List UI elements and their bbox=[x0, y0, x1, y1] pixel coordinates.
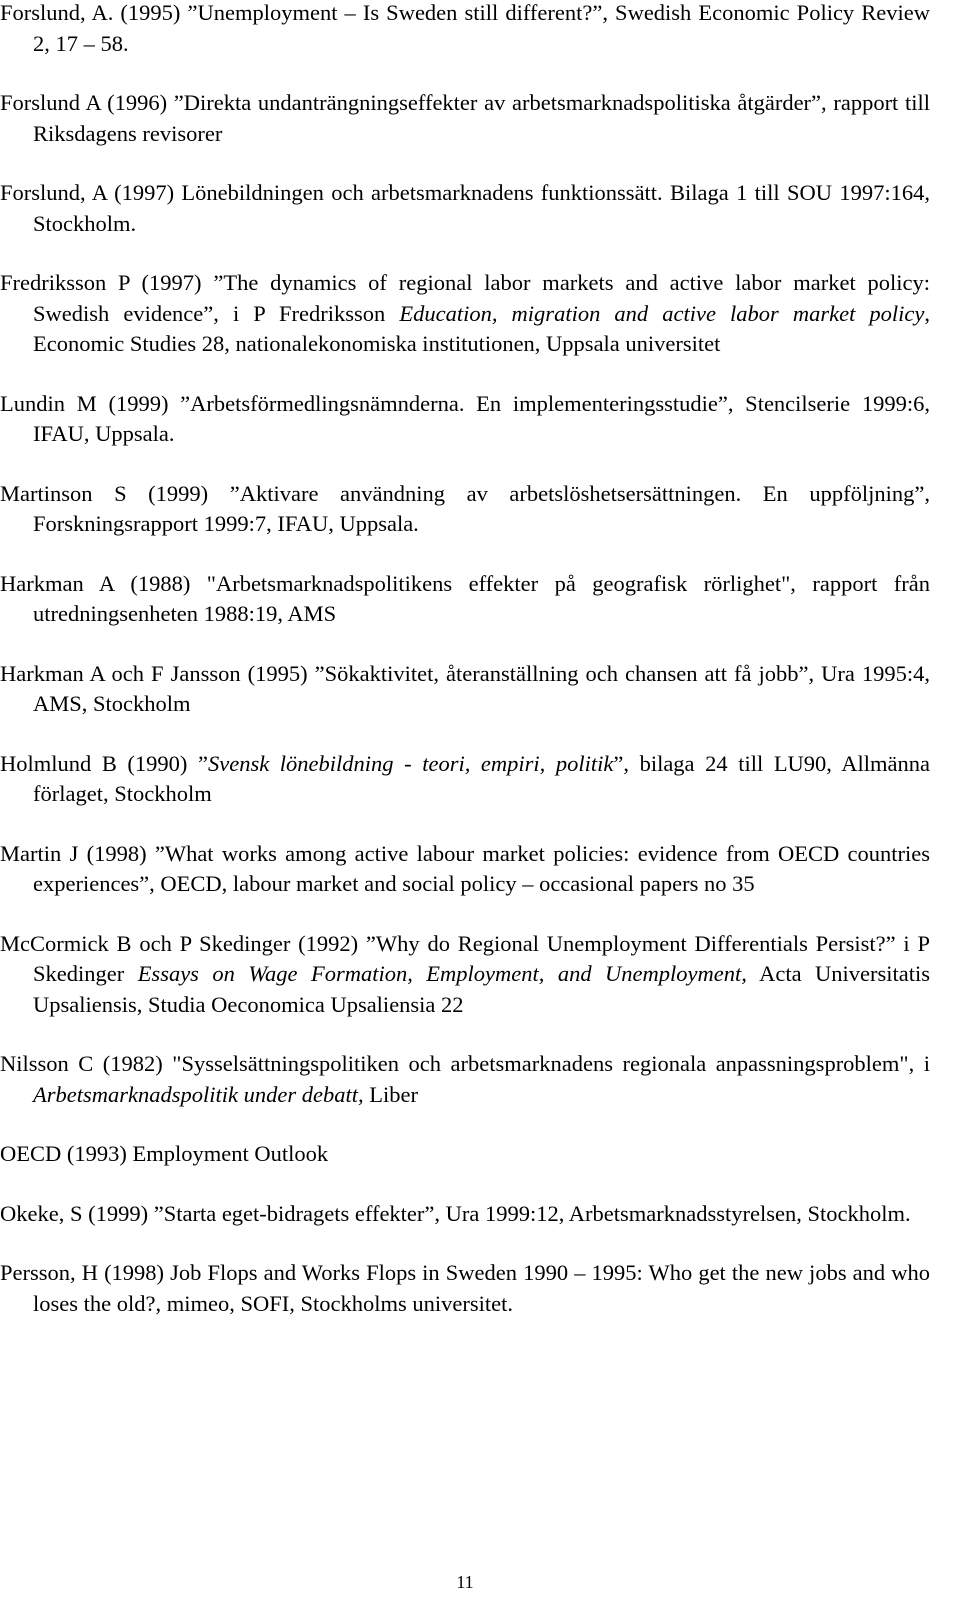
reference-text: Harkman A och F Jansson (1995) ”Sökaktivitet, återanställning och chansen att få jobb”, Ura 1995:4, AMS, Stockholm bbox=[0, 660, 930, 716]
reference-title-italic: Essays on Wage Formation, Employment, and Unemployment, bbox=[137, 961, 747, 986]
reference-entry bbox=[0, 1139, 930, 1170]
reference-text: Forslund A (1996) ”Direkta undanträngningseffekter av arbetsmarknadspolitiska åtgärder”, rapport till Riksdagens revisorer bbox=[0, 90, 930, 146]
reference-entry bbox=[0, 929, 930, 1021]
reference-entry bbox=[0, 839, 930, 900]
reference-text: Lundin M (1999) ”Arbetsförmedlingsnämnderna. En implementeringsstudie”, Stencilserie 1999:6, IFAU, Uppsala. bbox=[0, 390, 930, 446]
reference-title-italic: Svensk lönebildning - teori, empiri, politik bbox=[208, 750, 614, 776]
reference-text: Martinson S (1999) ”Aktivare användning av arbetslöshetsersättningen. En uppföljning”, Forskningsrapport 1999:7, IFAU, Uppsala. bbox=[0, 480, 930, 536]
reference-text: McCormick B och P Skedinger (1992) ”Why do Regional Unemployment Differentials Persist?” i P Skedinger bbox=[0, 930, 930, 986]
reference-entry bbox=[0, 389, 930, 450]
reference-text: Persson, H (1998) Job Flops and Works Flops in Sweden 1990 – 1995: Who get the new jobs and who loses the old?, mimeo, SOFI, Stockholms universitet. bbox=[0, 1260, 930, 1316]
reference-text: Okeke, S (1999) ”Starta eget-bidragets effekter”, Ura 1999:12, Arbetsmarknadsstyrelsen, Stockholm. bbox=[0, 1200, 911, 1226]
reference-text: Harkman A (1988) "Arbetsmarknadspolitikens effekter på geografisk rörlighet", rapport från utredningsenheten 1988:19, AMS bbox=[0, 570, 930, 626]
reference-entry bbox=[0, 0, 930, 59]
reference-title-italic: Arbetsmarknadspolitik under debatt, bbox=[33, 1081, 364, 1107]
page-number: 11 bbox=[456, 1572, 474, 1592]
reference-text: Forslund, A. (1995) ”Unemployment – Is Sweden still different?”, Swedish Economic Policy Review 2, 17 – 58. bbox=[0, 0, 930, 56]
reference-entry bbox=[0, 268, 930, 360]
reference-text: Acta Universitatis Upsaliensis, Studia Oeconomica Upsaliensia 22 bbox=[33, 961, 930, 1017]
reference-text: Holmlund B (1990) ” bbox=[0, 750, 208, 776]
reference-text: Nilsson C (1982) "Sysselsättningspolitiken och arbetsmarknadens regionala anpassningsproblem", i bbox=[0, 1051, 930, 1076]
reference-entry bbox=[0, 1258, 930, 1319]
reference-text: Martin J (1998) ”What works among active labour market policies: evidence from OECD countries experiences”, OECD, labour market and social policy – occasional papers no 35 bbox=[0, 840, 930, 896]
reference-text: , Economic Studies 28, nationalekonomiska institutionen, Uppsala universitet bbox=[33, 300, 930, 356]
reference-text: ”, bilaga 24 till LU90, Allmänna förlaget, Stockholm bbox=[33, 750, 931, 806]
reference-entry bbox=[0, 569, 930, 630]
reference-entry bbox=[0, 749, 930, 810]
reference-entry bbox=[0, 1199, 930, 1230]
reference-title-italic: Education, migration and active labor market policy bbox=[399, 300, 925, 326]
reference-entry bbox=[0, 479, 930, 540]
reference-entry bbox=[0, 88, 930, 149]
reference-text: Forslund, A (1997) Lönebildningen och arbetsmarknadens funktionssätt. Bilaga 1 till SOU 1997:164, Stockholm. bbox=[0, 180, 930, 236]
reference-text: OECD (1993) Employment Outlook bbox=[0, 1141, 329, 1166]
reference-entry bbox=[0, 178, 930, 239]
reference-entry bbox=[0, 659, 930, 720]
reference-text: Liber bbox=[363, 1081, 418, 1107]
reference-entry bbox=[0, 1049, 930, 1110]
reference-text: Fredriksson P (1997) ”The dynamics of regional labor markets and active labor market policy: Swedish evidence”, i P Fredriksson bbox=[0, 270, 930, 326]
